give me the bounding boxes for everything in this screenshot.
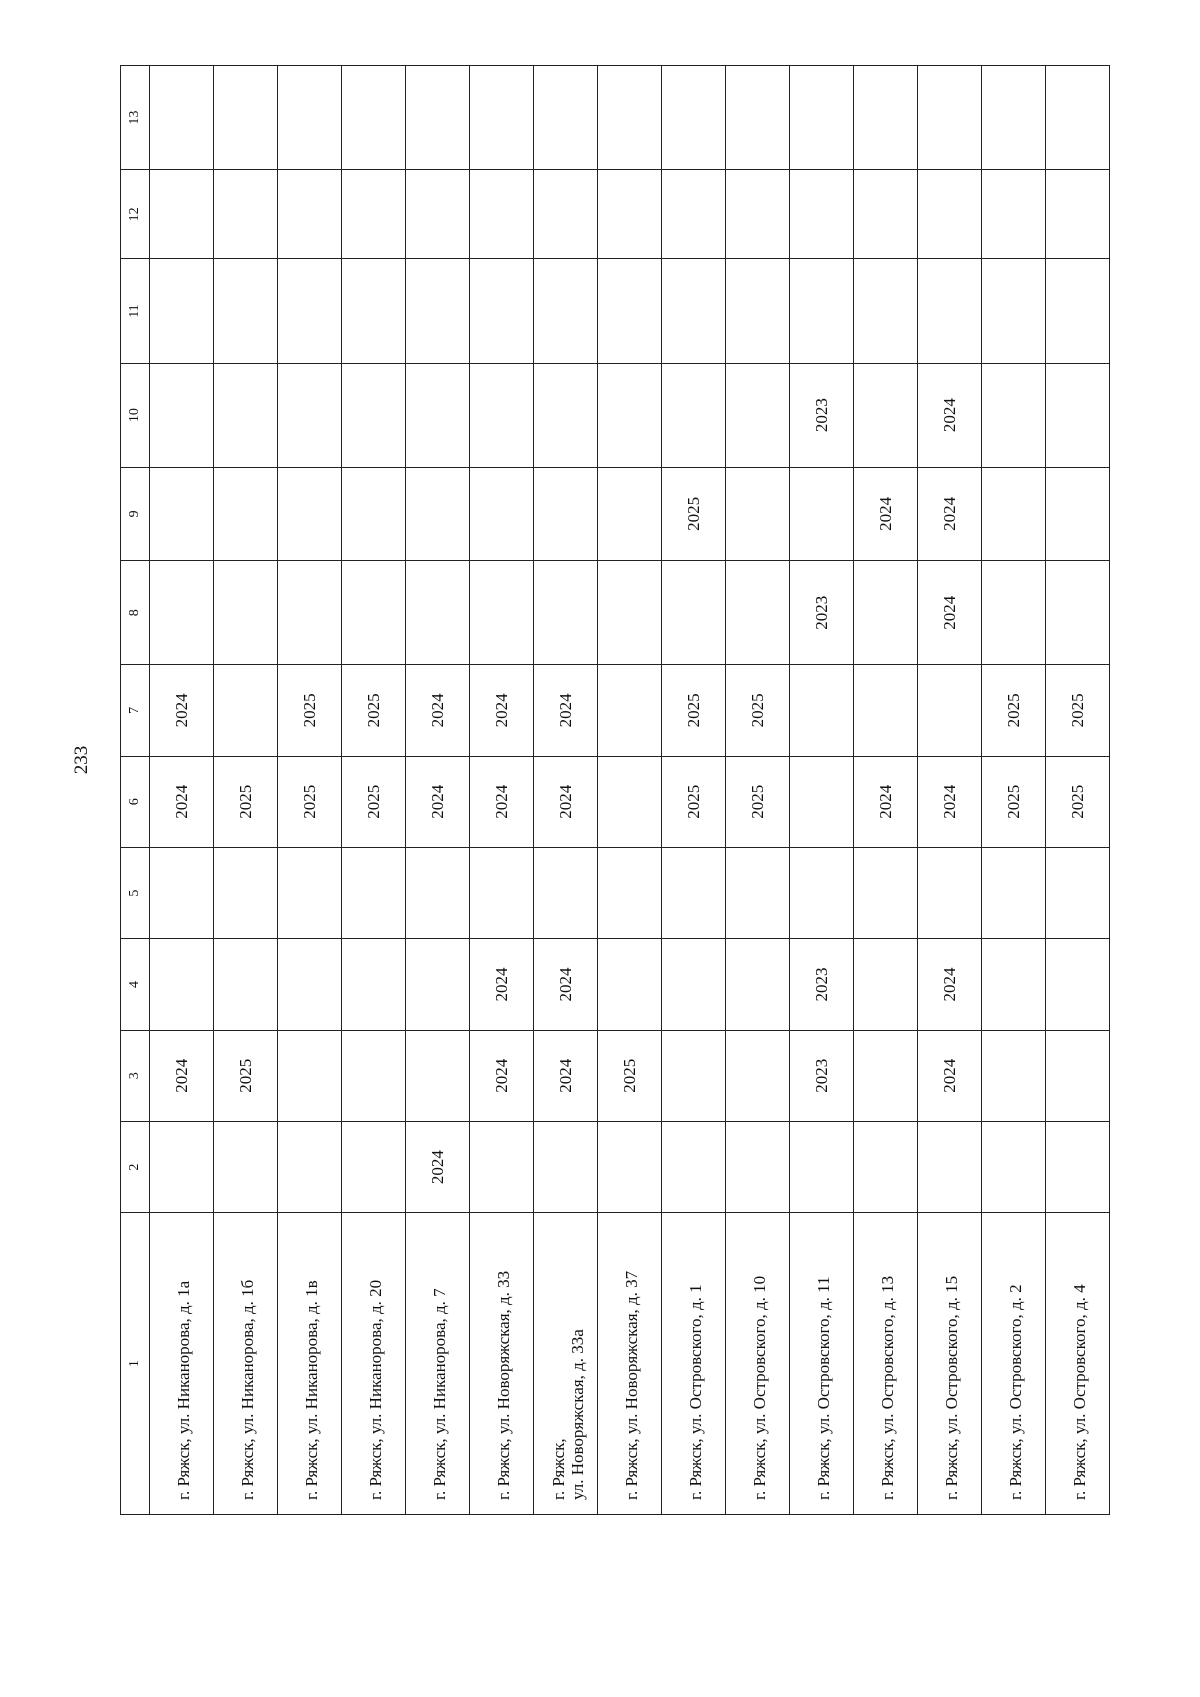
year-cell-col-5 [214,847,278,938]
column-header-11: 11 [121,259,150,363]
address-cell [790,1213,854,1515]
year-cell-col-11 [470,259,534,363]
year-cell-col-2 [342,1121,406,1212]
address-cell [918,1213,982,1515]
year-cell-col-2 [662,1121,726,1212]
year-cell-col-5 [342,847,406,938]
page-number: 233 [71,745,92,775]
table-body [150,66,1110,1515]
year-cell-col-5 [662,847,726,938]
table-header-row [121,66,150,1515]
year-cell-col-2 [982,1121,1046,1212]
year-cell-col-2 [854,1121,918,1212]
table-row [406,66,470,1515]
year-cell-col-4: 2024 [918,939,982,1030]
year-cell-col-10 [150,363,214,467]
address-text: г. Ряжск, ул. Никанорова, д. 1а [174,1280,193,1500]
year-cell-col-9 [726,467,790,560]
year-cell-col-9 [790,467,854,560]
address-text: г. Ряжск, ул. Островского, д. 15 [942,1275,961,1500]
year-cell-col-4: 2023 [790,939,854,1030]
year-cell-col-8: 2023 [790,561,854,665]
address-text: г. Ряжск, ул. Новоряжская, д. 33 [494,1270,513,1500]
address-cell [278,1213,342,1515]
year-cell-col-9 [278,467,342,560]
year-cell-col-13 [918,66,982,170]
year-cell-col-7: 2024 [470,665,534,756]
year-cell-col-8 [406,561,470,665]
year-cell-col-7: 2024 [150,665,214,756]
year-cell-col-7 [854,665,918,756]
year-cell-col-4: 2024 [534,939,598,1030]
year-cell-col-6: 2024 [470,756,534,847]
year-cell-col-9: 2024 [918,467,982,560]
year-cell-col-3: 2024 [534,1030,598,1121]
year-cell-col-4 [598,939,662,1030]
year-cell-col-11 [982,259,1046,363]
address-cell [662,1213,726,1515]
table-row [726,66,790,1515]
year-cell-col-5 [790,847,854,938]
year-cell-col-10 [406,363,470,467]
year-cell-col-8 [598,561,662,665]
year-cell-col-11 [150,259,214,363]
year-cell-col-6: 2024 [534,756,598,847]
year-cell-col-12 [470,170,534,259]
year-cell-col-7 [598,665,662,756]
year-cell-col-3 [1046,1030,1110,1121]
year-cell-col-3 [278,1030,342,1121]
year-cell-col-3: 2024 [470,1030,534,1121]
address-text: г. Ряжск, ул. Никанорова, д. 20 [366,1279,385,1500]
column-header-8: 8 [121,561,150,665]
year-cell-col-8 [982,561,1046,665]
year-cell-col-10 [278,363,342,467]
year-cell-col-5 [726,847,790,938]
year-cell-col-12 [982,170,1046,259]
address-text: г. Ряжск, ул. Островского, д. 4 [1070,1284,1089,1500]
address-cell [854,1213,918,1515]
year-cell-col-12 [342,170,406,259]
year-cell-col-11 [790,259,854,363]
year-cell-col-4 [150,939,214,1030]
column-header-9: 9 [121,467,150,560]
year-cell-col-12 [726,170,790,259]
year-cell-col-6 [598,756,662,847]
year-cell-col-12 [1046,170,1110,259]
year-cell-col-12 [278,170,342,259]
year-cell-col-11 [662,259,726,363]
year-cell-col-5 [918,847,982,938]
year-cell-col-13 [534,66,598,170]
year-cell-col-4 [726,939,790,1030]
year-cell-col-7 [790,665,854,756]
year-cell-col-10 [726,363,790,467]
year-cell-col-9 [214,467,278,560]
year-cell-col-2 [214,1121,278,1212]
year-cell-col-12 [918,170,982,259]
year-cell-col-8 [854,561,918,665]
year-cell-col-6: 2024 [150,756,214,847]
year-cell-col-3: 2023 [790,1030,854,1121]
address-text: г. Ряжск, ул. Никанорова, д. 1в [302,1280,321,1500]
year-cell-col-7: 2025 [278,665,342,756]
year-cell-col-4 [214,939,278,1030]
year-cell-col-10 [342,363,406,467]
year-cell-col-12 [534,170,598,259]
year-cell-col-9 [534,467,598,560]
year-cell-col-2 [1046,1121,1110,1212]
year-cell-col-8 [150,561,214,665]
year-cell-col-2 [790,1121,854,1212]
address-cell [150,1213,214,1515]
table-row [470,66,534,1515]
year-cell-col-4 [342,939,406,1030]
year-cell-col-3 [406,1030,470,1121]
year-cell-col-11 [918,259,982,363]
year-cell-col-11 [726,259,790,363]
year-cell-col-7: 2024 [534,665,598,756]
year-cell-col-3 [342,1030,406,1121]
year-cell-col-10: 2023 [790,363,854,467]
year-cell-col-5 [470,847,534,938]
year-cell-col-12 [214,170,278,259]
address-text: г. Ряжск, ул. Островского, д. 13 [878,1275,897,1500]
year-cell-col-8 [278,561,342,665]
year-cell-col-9 [406,467,470,560]
year-cell-col-10 [982,363,1046,467]
year-cell-col-9: 2025 [662,467,726,560]
table-row [1046,66,1110,1515]
year-cell-col-13 [278,66,342,170]
address-text: г. Ряжск, ул. Островского, д. 10 [750,1275,769,1500]
year-cell-col-6: 2025 [342,756,406,847]
year-cell-col-13 [854,66,918,170]
address-cell [726,1213,790,1515]
year-cell-col-13 [982,66,1046,170]
year-cell-col-7: 2025 [982,665,1046,756]
year-cell-col-13 [406,66,470,170]
year-cell-col-8 [214,561,278,665]
year-cell-col-7 [918,665,982,756]
year-cell-col-10 [470,363,534,467]
year-cell-col-13 [726,66,790,170]
year-cell-col-5 [278,847,342,938]
year-cell-col-7: 2025 [726,665,790,756]
year-cell-col-10 [534,363,598,467]
year-cell-col-4: 2024 [470,939,534,1030]
column-header-1: 1 [121,1213,150,1515]
column-header-10: 10 [121,363,150,467]
year-cell-col-7: 2025 [662,665,726,756]
address-cell [342,1213,406,1515]
table-row [342,66,406,1515]
year-cell-col-2 [278,1121,342,1212]
year-cell-col-11 [214,259,278,363]
table-row [278,66,342,1515]
year-cell-col-12 [790,170,854,259]
year-cell-col-2 [534,1121,598,1212]
address-text: г. Ряжск, ул. Никанорова, д. 7 [430,1288,449,1500]
year-cell-col-11 [406,259,470,363]
year-cell-col-3: 2025 [598,1030,662,1121]
year-cell-col-11 [534,259,598,363]
table-row [150,66,214,1515]
column-header-13: 13 [121,66,150,170]
year-cell-col-11 [278,259,342,363]
year-cell-col-13 [342,66,406,170]
year-cell-col-2 [150,1121,214,1212]
year-cell-col-3 [662,1030,726,1121]
year-cell-col-6: 2025 [278,756,342,847]
year-cell-col-11 [598,259,662,363]
year-cell-col-11 [854,259,918,363]
year-cell-col-6 [790,756,854,847]
table-row [534,66,598,1515]
year-cell-col-6: 2025 [214,756,278,847]
year-cell-col-6: 2025 [726,756,790,847]
column-header-12: 12 [121,170,150,259]
address-text: г. Ряжск, ул. Новоряжская, д. 37 [622,1270,641,1500]
address-text: г. Ряжск, ул. Островского, д. 11 [814,1276,833,1500]
column-header-3: 3 [121,1030,150,1121]
address-text: г. Ряжск, ул. Островского, д. 2 [1006,1284,1025,1500]
address-cell [1046,1213,1110,1515]
column-header-5: 5 [121,847,150,938]
year-cell-col-4 [854,939,918,1030]
year-cell-col-9 [150,467,214,560]
address-cell [406,1213,470,1515]
year-cell-col-10 [214,363,278,467]
year-cell-col-9 [470,467,534,560]
year-cell-col-6: 2025 [662,756,726,847]
year-cell-col-2 [918,1121,982,1212]
year-cell-col-4 [278,939,342,1030]
year-cell-col-5 [150,847,214,938]
year-cell-col-5 [854,847,918,938]
year-cell-col-3: 2024 [918,1030,982,1121]
year-cell-col-5 [534,847,598,938]
address-text: г. Ряжск, [548,1438,568,1500]
year-cell-col-9: 2024 [854,467,918,560]
year-cell-col-10: 2024 [918,363,982,467]
year-cell-col-9 [598,467,662,560]
year-cell-col-5 [406,847,470,938]
year-cell-col-7 [214,665,278,756]
table-row [790,66,854,1515]
year-cell-col-13 [470,66,534,170]
year-cell-col-5 [598,847,662,938]
year-cell-col-11 [342,259,406,363]
year-cell-col-2 [598,1121,662,1212]
year-cell-col-8: 2024 [918,561,982,665]
year-cell-col-13 [790,66,854,170]
year-cell-col-13 [598,66,662,170]
year-cell-col-4 [1046,939,1110,1030]
year-cell-col-8 [726,561,790,665]
column-header-6: 6 [121,756,150,847]
table-row [918,66,982,1515]
year-cell-col-3 [854,1030,918,1121]
year-cell-col-6: 2025 [1046,756,1110,847]
address-cell [534,1213,598,1515]
year-cell-col-13 [150,66,214,170]
table-row [214,66,278,1515]
year-cell-col-5 [982,847,1046,938]
year-cell-col-4 [982,939,1046,1030]
year-cell-col-7: 2025 [1046,665,1110,756]
rotated-table-frame [120,65,1110,1515]
schedule-table [120,65,1110,1515]
column-header-4: 4 [121,939,150,1030]
year-cell-col-6: 2024 [854,756,918,847]
table-row [854,66,918,1515]
year-cell-col-12 [150,170,214,259]
year-cell-col-12 [406,170,470,259]
table-row [982,66,1046,1515]
year-cell-col-6: 2024 [406,756,470,847]
year-cell-col-13 [1046,66,1110,170]
year-cell-col-4 [406,939,470,1030]
address-cell [470,1213,534,1515]
year-cell-col-7: 2025 [342,665,406,756]
year-cell-col-9 [1046,467,1110,560]
address-text: г. Ряжск, ул. Никанорова, д. 1б [238,1279,257,1500]
year-cell-col-9 [982,467,1046,560]
year-cell-col-8 [534,561,598,665]
column-header-2: 2 [121,1121,150,1212]
table-row [662,66,726,1515]
year-cell-col-9 [342,467,406,560]
year-cell-col-12 [598,170,662,259]
year-cell-col-3: 2024 [150,1030,214,1121]
year-cell-col-10 [662,363,726,467]
year-cell-col-13 [662,66,726,170]
year-cell-col-7: 2024 [406,665,470,756]
table-row [598,66,662,1515]
address-cell [598,1213,662,1515]
year-cell-col-12 [662,170,726,259]
year-cell-col-2 [726,1121,790,1212]
year-cell-col-3: 2025 [214,1030,278,1121]
year-cell-col-5 [1046,847,1110,938]
year-cell-col-3 [726,1030,790,1121]
year-cell-col-8 [662,561,726,665]
address-cell [214,1213,278,1515]
year-cell-col-8 [470,561,534,665]
year-cell-col-8 [1046,561,1110,665]
address-cell [982,1213,1046,1515]
year-cell-col-2 [470,1121,534,1212]
year-cell-col-2: 2024 [406,1121,470,1212]
year-cell-col-11 [1046,259,1110,363]
year-cell-col-12 [854,170,918,259]
year-cell-col-13 [214,66,278,170]
year-cell-col-10 [598,363,662,467]
year-cell-col-3 [982,1030,1046,1121]
column-header-7: 7 [121,665,150,756]
year-cell-col-6: 2025 [982,756,1046,847]
address-text: г. Ряжск, ул. Островского, д. 1 [686,1284,705,1500]
year-cell-col-8 [342,561,406,665]
year-cell-col-10 [1046,363,1110,467]
year-cell-col-6: 2024 [918,756,982,847]
year-cell-col-4 [662,939,726,1030]
address-text-continued: ул. Новоряжская, д. 33а [567,1329,587,1500]
year-cell-col-10 [854,363,918,467]
